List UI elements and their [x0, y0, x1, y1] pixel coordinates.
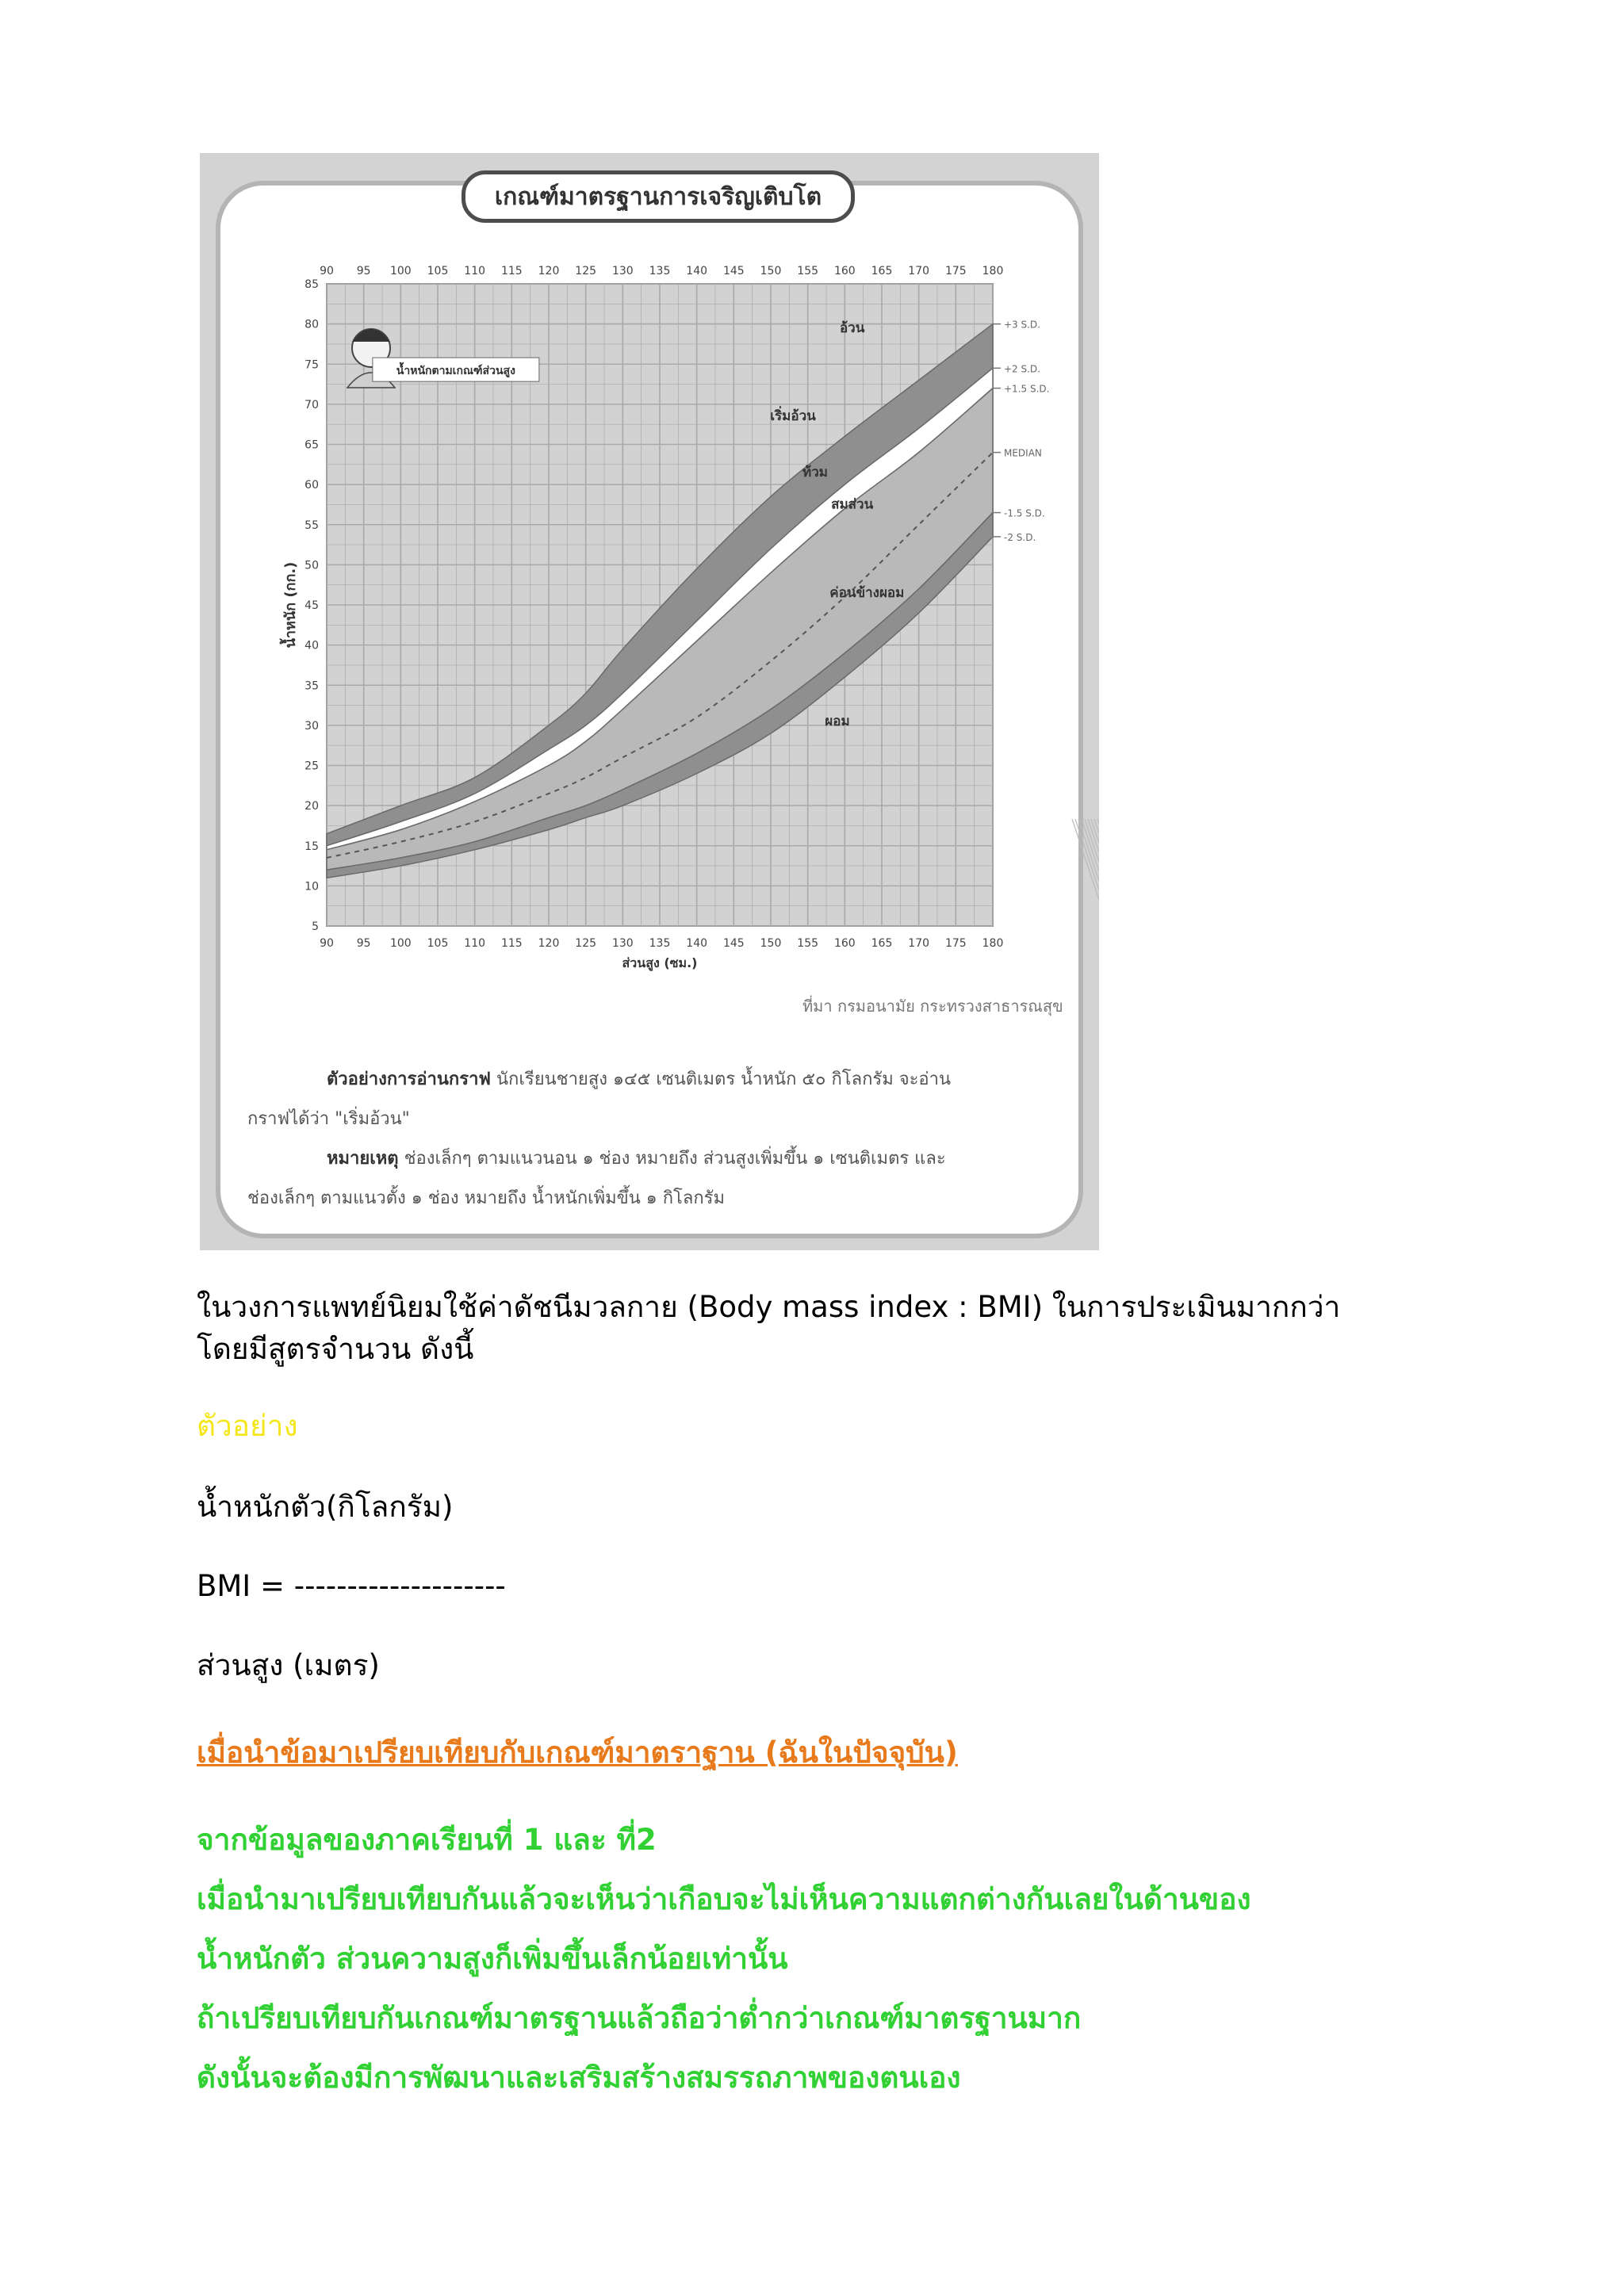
- compare-heading: เมื่อนำข้อมาเปรียบเทียบกับเกณฑ์มาตราฐาน (ฉันในปัจจุบัน): [197, 1735, 958, 1770]
- curve-label: MEDIAN: [1004, 447, 1042, 459]
- x-tick-label: 175: [944, 937, 967, 950]
- inset-label: น้ำหนักตามเกณฑ์ส่วนสูง: [396, 365, 515, 378]
- x-tick-label-top: 170: [908, 265, 930, 277]
- x-tick-label: 145: [722, 937, 745, 950]
- x-tick-label: 170: [908, 937, 930, 950]
- x-tick-label: 90: [320, 937, 334, 950]
- zone-label: เริ่มอ้วน: [770, 408, 816, 425]
- y-tick-label: 75: [304, 358, 319, 372]
- green-line-3: น้ำหนักตัว ส่วนความสูงก็เพิ่มขึ้นเล็กน้อยเท่านั้น: [197, 1942, 788, 1976]
- y-tick-label: 25: [304, 760, 319, 773]
- y-tick-label: 15: [304, 840, 319, 853]
- note-bold: หมายเหตุ: [327, 1149, 399, 1169]
- x-tick-label-top: 90: [320, 265, 334, 277]
- x-tick-label-top: 125: [575, 265, 597, 277]
- y-tick-label: 20: [304, 800, 319, 813]
- y-tick-label: 70: [304, 398, 319, 411]
- y-tick-label: 45: [304, 599, 319, 612]
- y-tick-label: 80: [304, 318, 319, 331]
- x-tick-label-top: 95: [356, 265, 371, 277]
- formula-numerator: น้ำหนักตัว(กิโลกรัม): [197, 1490, 454, 1524]
- green-line-4: ถ้าเปรียบเทียบกันเกณฑ์มาตรฐานแล้วถือว่าต่ำกว่าเกณฑ์มาตรฐานมาก: [197, 2001, 1082, 2035]
- formula-denominator: ส่วนสูง (เมตร): [197, 1648, 380, 1682]
- y-axis-label: น้ำหนัก (กก.): [282, 561, 299, 649]
- green-line-5: ดังนั้นจะต้องมีการพัฒนาและเสริมสร้างสมรรถภาพของตนเอง: [197, 2061, 961, 2095]
- x-tick-label-top: 155: [797, 265, 819, 277]
- green-line-1: จากข้อมูลของภาคเรียนที่ 1 และ ที่2: [197, 1823, 657, 1857]
- x-tick-label-top: 115: [500, 265, 523, 277]
- curve-label: -2 S.D.: [1004, 531, 1036, 543]
- x-tick-label: 155: [797, 937, 819, 950]
- figure-source: ที่มา กรมอนามัย กระทรวงสาธารณสุข: [802, 997, 1063, 1016]
- curve-label: +1.5 S.D.: [1004, 383, 1050, 395]
- y-tick-label: 55: [304, 519, 319, 532]
- zone-label: สมส่วน: [831, 496, 874, 513]
- y-tick-label: 35: [304, 679, 319, 693]
- x-tick-label: 150: [760, 937, 782, 950]
- zone-label: อ้วน: [839, 320, 865, 336]
- hatch-line: [1088, 819, 1099, 852]
- example-text-2: กราฟได้ว่า "เริ่มอ้วน": [247, 1109, 410, 1129]
- x-tick-label-top: 145: [722, 265, 745, 277]
- zone-label: ผอม: [825, 713, 850, 729]
- x-tick-label-top: 105: [427, 265, 449, 277]
- x-tick-label-top: 135: [649, 265, 671, 277]
- x-tick-label-top: 180: [982, 265, 1004, 277]
- example-bold: ตัวอย่างการอ่านกราฟ: [327, 1070, 492, 1089]
- x-tick-label: 130: [611, 937, 634, 950]
- x-tick-label: 100: [389, 937, 412, 950]
- x-axis-label: ส่วนสูง (ซม.): [622, 955, 698, 970]
- x-tick-label-top: 160: [833, 265, 856, 277]
- x-tick-label: 165: [871, 937, 893, 950]
- note-text: ช่องเล็กๆ ตามแนวนอน ๑ ช่อง หมายถึง ส่วนสูงเพิ่มขึ้น ๑ เซนติเมตร และ: [404, 1149, 946, 1169]
- example-paragraph: [327, 1065, 951, 1093]
- x-tick-label: 135: [649, 937, 671, 950]
- intro-line-2: โดยมีสูตรจำนวน ดังนี้: [197, 1332, 474, 1366]
- green-line-2: เมื่อนำมาเปรียบเทียบกันแล้วจะเห็นว่าเกือบจะไม่เห็นความแตกต่างกันเลยในด้านของ: [197, 1882, 1251, 1916]
- x-tick-label-top: 130: [611, 265, 634, 277]
- zone-label: ค่อนข้างผอม: [829, 584, 905, 601]
- x-tick-label-top: 110: [464, 265, 486, 277]
- zone-label: ท้วม: [802, 465, 828, 480]
- hatch-line: [1097, 819, 1099, 824]
- y-tick-label: 85: [304, 278, 319, 291]
- y-tick-label: 40: [304, 639, 319, 652]
- x-tick-label: 160: [833, 937, 856, 950]
- example-text: นักเรียนชายสูง ๑๔๕ เซนติเมตร น้ำหนัก ๕๐ กิโลกรัม จะอ่าน: [496, 1070, 952, 1089]
- y-tick-label: 30: [304, 719, 319, 733]
- x-tick-label-top: 150: [760, 265, 782, 277]
- intro-line-1: ในวงการแพทย์นิยมใช้ค่าดัชนีมวลกาย (Body mass index : BMI) ในการประเมินมากกว่า: [197, 1290, 1341, 1324]
- note-paragraph: [327, 1144, 946, 1172]
- x-tick-label: 120: [538, 937, 560, 950]
- y-tick-label: 65: [304, 438, 319, 452]
- y-tick-label: 10: [304, 880, 319, 894]
- y-tick-label: 50: [304, 559, 319, 572]
- x-tick-label: 105: [427, 937, 449, 950]
- curve-label: -1.5 S.D.: [1004, 507, 1045, 519]
- x-tick-label-top: 120: [538, 265, 560, 277]
- x-tick-label: 115: [500, 937, 523, 950]
- example-heading: ตัวอย่าง: [197, 1409, 298, 1443]
- formula-bmi: BMI = --------------------: [197, 1569, 506, 1603]
- growth-chart-figure: [200, 153, 1099, 1250]
- y-tick-label: 60: [304, 479, 319, 492]
- note-text-2: ช่องเล็กๆ ตามแนวตั้ง ๑ ช่อง หมายถึง น้ำหนักเพิ่มขึ้น ๑ กิโลกรัม: [247, 1188, 725, 1208]
- hatch-line: [1078, 819, 1099, 881]
- figure-title: เกณฑ์มาตรฐานการเจริญเติบโต: [462, 170, 855, 223]
- x-tick-label-top: 100: [389, 265, 412, 277]
- y-tick-label: 5: [312, 920, 319, 933]
- x-tick-label-top: 140: [686, 265, 708, 277]
- x-tick-label-top: 175: [944, 265, 967, 277]
- x-tick-label: 95: [356, 937, 371, 950]
- x-tick-label: 140: [686, 937, 708, 950]
- curve-label: +2 S.D.: [1004, 363, 1040, 375]
- x-tick-label: 110: [464, 937, 486, 950]
- x-tick-label: 125: [575, 937, 597, 950]
- x-tick-label-top: 165: [871, 265, 893, 277]
- curve-label: +3 S.D.: [1004, 319, 1040, 331]
- x-tick-label: 180: [982, 937, 1004, 950]
- hatch-line: [1075, 819, 1099, 890]
